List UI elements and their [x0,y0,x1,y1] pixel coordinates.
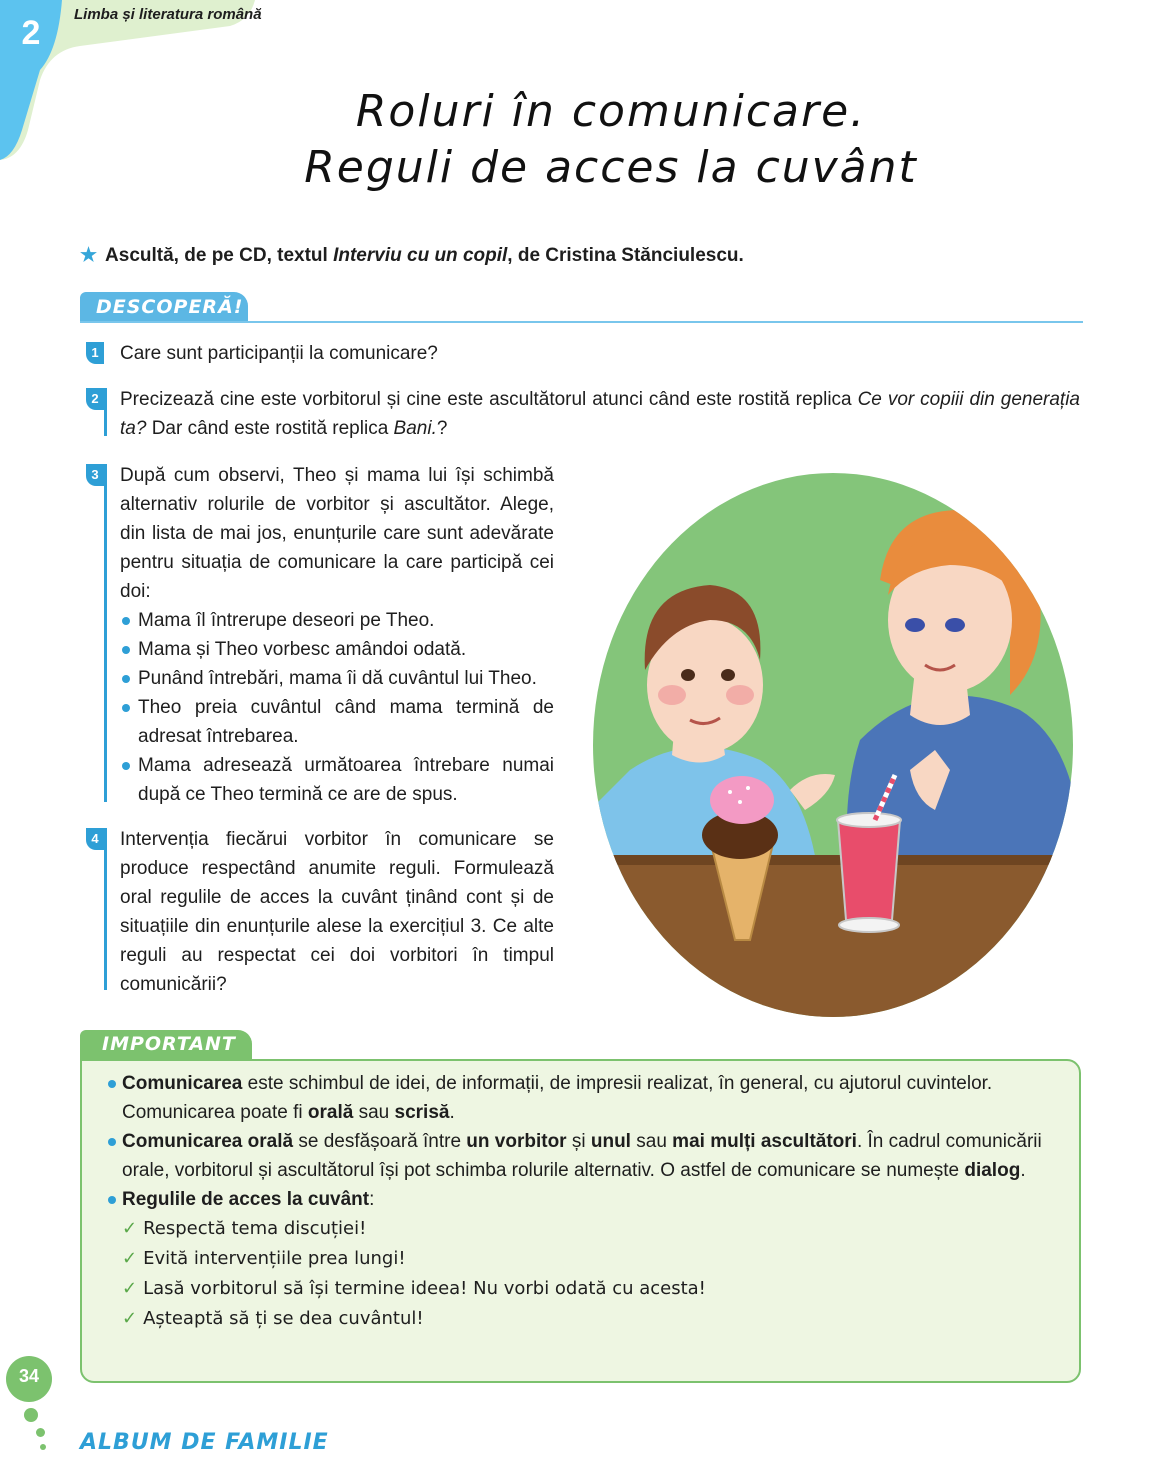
option-item: Theo preia cuvântul când mama termină de adresat întrebarea. [120,693,554,751]
discover-label: DESCOPERĂ! [96,296,244,318]
discover-section-tag [80,292,248,323]
decor-dot [40,1444,46,1450]
exercise-3-block [120,461,554,809]
exercise-2-number: 2 [86,388,104,410]
exercise-4-text: Intervenția fiecărui vorbitor în comunicare se produce respectând anumite reguli. Formulează oral regulile de acces la cuvânt ținând cont și de situațiile din enunțurile alese la exercițiul 3. Ce alte reguli au respectat cei doi vorbitori în timpul comunicării? [120,829,554,995]
decor-dot [36,1428,45,1437]
check-icon: ✓ [122,1248,138,1269]
exercise-3-bar [104,464,107,802]
important-label: IMPORTANT [102,1033,236,1055]
listen-work-title: Interviu cu un copil [333,245,508,266]
exercise-3-number: 3 [86,464,104,486]
important-item-rules: Regulile de acces la cuvânt: [104,1185,1062,1214]
important-section-tag [80,1030,252,1060]
listen-text: Ascultă, de pe CD, textul [105,245,334,266]
star-icon: ★ [80,245,98,266]
exercise-1-number: 1 [86,342,104,364]
exercise-3-intro: După cum observi, Theo și mama lui își schimbă alternativ rolurile de vorbitor și ascultător. Alege, din lista de mai jos, enunțurile care sunt adevărate pentru situația de comunicare la care participă cei doi: [120,465,554,602]
check-icon: ✓ [122,1308,138,1329]
exercise-4-bar [104,828,107,990]
subject-title: Limba și literatura română [74,6,262,23]
exercise-2-text: Precizează cine este vorbitorul și cine este ascultătorul atunci când este rostită replica Ce vor copiii din generația ta? Dar când este rostită replica Bani.? [120,389,1080,439]
important-box [80,1059,1081,1383]
discover-divider [80,321,1083,323]
rule-item: ✓ Așteaptă să ți se dea cuvântul! [122,1308,424,1329]
footer-unit-title: ALBUM DE FAMILIE [80,1430,329,1455]
exercise-3-options [120,606,554,809]
mother-son-illustration [590,470,1080,1020]
decor-dot [24,1408,38,1422]
option-item: Mama și Theo vorbesc amândoi odată. [120,635,554,664]
page-title-line-1: Roluri în comunicare. [355,86,867,137]
rule-item: ✓ Lasă vorbitorul să își termine ideea! Nu vorbi odată cu acesta! [122,1278,706,1299]
check-icon: ✓ [122,1218,138,1239]
exercise-2-bar [104,388,107,436]
rule-item: ✓ Evită intervențiile prea lungi! [122,1248,406,1269]
page-title-line-2: Reguli de acces la cuvânt [304,142,918,193]
important-item-communication: Comunicarea este schimbul de idei, de informații, de impresii realizat, în general, cu ajutorul cuvintelor. Comunicarea poate fi orală sau scrisă. [104,1069,1062,1127]
page-number: 34 [18,1366,40,1386]
option-item: Mama adresează următoarea întrebare numai după ce Theo termină ce are de spus. [120,751,554,809]
rule-item: ✓ Respectă tema discuției! [122,1218,367,1239]
listen-instruction [80,244,744,267]
important-content [104,1069,1062,1334]
listen-author: , de Cristina Stănciulescu. [507,245,744,266]
exercise-4-number: 4 [86,828,104,850]
unit-number: 2 [21,14,41,52]
option-item: Punând întrebări, mama îi dă cuvântul lui Theo. [120,664,554,693]
exercise-1-text: Care sunt participanții la comunicare? [120,343,438,364]
important-item-oral-communication: Comunicarea orală se desfășoară între un vorbitor și unul sau mai mulți ascultători. În cadrul comunicării orale, vorbitorul și ascultătorul își pot schimba rolurile alternativ. O astfel de comunicare se numește dialog. [104,1127,1062,1185]
option-item: Mama îl întrerupe deseori pe Theo. [120,606,554,635]
check-icon: ✓ [122,1278,138,1299]
